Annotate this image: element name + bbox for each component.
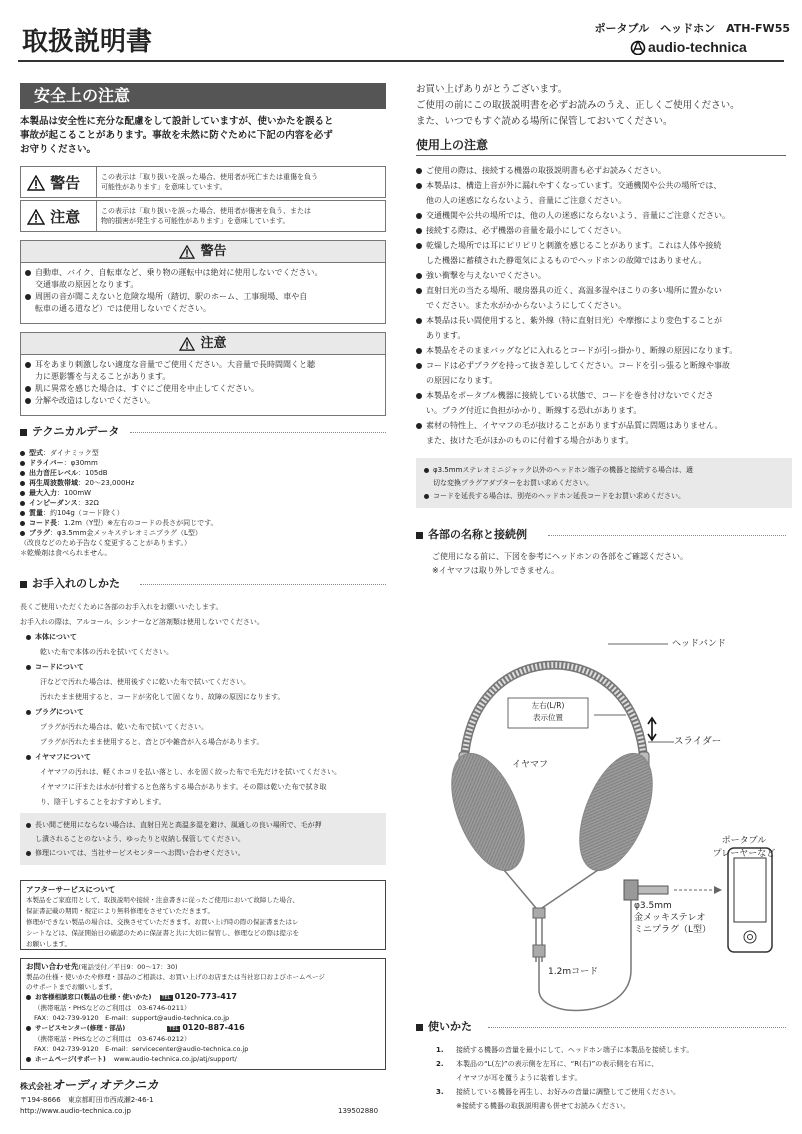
caution-item-cont: 力に悪影響を与えることがあります。 [35, 372, 171, 381]
plug-shape [624, 880, 638, 900]
howto-heading: 使いかた [416, 1020, 472, 1034]
warning-item: 周囲の音が聞こえないと危険な場所（踏切、駅のホーム、工事現場、車や自 [25, 291, 383, 303]
company-address: 〒194-8666 東京都町田市西成瀬2-46-1 [20, 1096, 154, 1104]
brand-name: audio-technica [648, 39, 747, 55]
usage-notice-item: コードを延長する場合は、別売のヘッドホン延長コードをお買い求めください。 [424, 490, 784, 503]
spec-row: 最大入力：100mW [20, 488, 390, 498]
usage-note: 素材の特性上、イヤマフの毛が抜けることがありますが品質に問題はありません。 [416, 418, 796, 433]
headphone-diagram [416, 590, 792, 1020]
safety-heading-bar [20, 83, 386, 109]
warning-box [20, 240, 386, 324]
caution-label: 注意 [50, 208, 81, 226]
caution-item: 分解や改造はしないでください。 [25, 395, 383, 407]
care-intro: 長くご使用いただくために各部のお手入れをお願いいたします。 お手入れの際は、アルコール、シンナーなど溶剤類は使用しないでください。 [20, 603, 264, 626]
usage-note: 本製品をそのままバッグなどに入れるとコードが引っ掛かり、断線の原因になります。 [416, 343, 796, 358]
parts-heading: 各部の名称と接続例 [416, 528, 527, 542]
care-section-title: 本体について [26, 630, 390, 645]
earmuff-label: イヤマフ [512, 760, 549, 770]
caution-triangle-icon [179, 337, 195, 351]
lr-label: 左右(L/R) 表示位置 [531, 701, 565, 722]
spec-row: コード長：1.2m（Y型）※左右のコードの長さが同じです。 [20, 518, 390, 528]
care-section-title: イヤマフについて [26, 750, 390, 765]
slider-label: スライダー [674, 736, 722, 747]
warning-item-cont: 交通事故の原因となります。 [35, 280, 139, 289]
spec-row: ドライバー：φ30mm [20, 458, 390, 468]
usage-note: 乾燥した場所では耳にピリピリと刺激を感じることがあります。これは人体や接続 [416, 238, 796, 253]
plug-label: φ3.5mm 金メッキステレオ ミニプラグ（L型） [634, 901, 712, 935]
usage-note: 本製品は、構造上音が外に漏れやすくなっています。交通機関や公共の場所では、 [416, 178, 796, 193]
product-name: ポータブル ヘッドホン ATH-FW55 [594, 22, 790, 35]
howto-step: 3. 接続している機器を再生し、お好みの音量に調整してご使用ください。 [436, 1088, 680, 1096]
care-heading: お手入れのしかた [20, 577, 120, 591]
service-email[interactable]: FAX：042-739-9120 E-mail：servicecenter@audio-technica.co.jp [34, 1045, 249, 1053]
after-service-title: アフターサービスについて [26, 885, 116, 894]
spec-note: （改良などのため予告なく変更することがあります。） [20, 539, 191, 547]
care-notice-item: 修理については、当社サービスセンターへお問い合わせください。 [26, 846, 380, 860]
care-notice-item: 長い間ご使用にならない場合は、直射日光と高温多湿を避け、風通しの良い場所で、毛が押 [26, 818, 380, 832]
techdata-specs [20, 448, 390, 558]
safety-intro: 本製品は安全性に充分な配慮をして設計していますが、使いかたを誤ると 事故が起こることがあります。事故を未然に防ぐために下記の内容を必ず お守りください。 [20, 116, 334, 155]
usage-note: 本製品は長い間使用すると、紫外線（特に直射日光）や摩擦により変色することが [416, 313, 796, 328]
company-url[interactable]: http://www.audio-technica.co.jp [20, 1107, 131, 1115]
earmuff-right [565, 743, 667, 880]
caution-item: 耳をあまり刺激しない適度な音量でご使用ください。大音量で長時間聞くと聴 [25, 359, 383, 371]
care-sections: 本体について 乾いた布で本体の汚れを拭いてください。 コードについて 汗などで汚れた場合は、使用後すぐに乾いた布で拭いてください。 汚れたまま使用すると、コードが劣化して固くなり、故障の原因になります。 プラグについて プラグが汚れた場合は、乾いた布で拭いてください。 プラグが汚れたまま使用すると、音とびや雑音が入る場合があります。 イヤマフについて イヤマフの汚れは、軽くホコリを払い落とし、水を固く絞った布で毛先だけを拭いてください。 イヤマフに汗または水が付着すると色落ちする場合があります。その際は乾いた布で拭き取 り、陰干しすることをおすすめします。 [26, 630, 390, 810]
support-url[interactable]: www.audio-technica.co.jp/atj/support/ [113, 1055, 237, 1063]
usage-note: 強い衝撃を与えないでください。 [416, 268, 796, 283]
warning-box-title: 警告 [200, 244, 227, 259]
spec-row: 再生周波数帯域：20～23,000Hz [20, 478, 390, 488]
support-phone[interactable]: 0120-773-417 [174, 992, 237, 1001]
techdata-heading: テクニカルデータ [20, 425, 119, 439]
warning-description: この表示は「取り扱いを誤った場合、使用者が死亡または重傷を負う 可能性があります」を意味しています。 [101, 173, 318, 191]
spec-note: ＊乾燥剤は食べられません。 [20, 549, 112, 557]
support-email[interactable]: FAX：042-739-9120 E-mail：support@audio-technica.co.jp [34, 1014, 230, 1022]
howto-step: 1. 接続する機器の音量を最小にして、ヘッドホン端子に本製品を接続します。 [436, 1046, 694, 1054]
usage-note: 交通機関や公共の場所では、他の人の迷惑にならないよう、音量にご注意ください。 [416, 208, 796, 223]
spec-row: 質量：約104g（コード除く） [20, 508, 390, 518]
spec-row: 出力音圧レベル：105dB [20, 468, 390, 478]
spec-row: インピーダンス：32Ω [20, 498, 390, 508]
care-section-title: コードについて [26, 660, 390, 675]
cord-label: 1.2mコード [548, 967, 599, 977]
service-phone[interactable]: 0120-887-416 [182, 1023, 245, 1032]
caution-box [20, 332, 386, 416]
tel-badge: TEL [169, 1026, 179, 1032]
care-section-title: プラグについて [26, 705, 390, 720]
parts-intro: ご使用になる前に、下図を参考にヘッドホンの各部をご確認ください。 ※イヤマフは取り外しできません。 [432, 552, 688, 575]
thanks-text: お買い上げありがとうございます。 ご使用の前にこの取扱説明書を必ずお読みのうえ、正しくご使用ください。 また、いつでもすぐ読める場所に保管しておいてください。 [416, 84, 740, 127]
usage-note: 接続する際は、必ず機器の音量を最小にしてください。 [416, 223, 796, 238]
caution-item: 肌に異常を感じた場合は、すぐにご使用を中止してください。 [25, 383, 383, 395]
usage-notice-box: φ3.5mmステレオミニジャック以外のヘッドホン端子の機器と接続する場合は、適 切な変換プラグアダプターをお買い求めください。 コードを延長する場合は、別売のヘッドホン延長コードをお買い求めください。 [416, 458, 792, 508]
usage-note: コードは必ずプラグを持って抜き差ししてください。コードを引っ張ると断線や事故 [416, 358, 796, 373]
usage-note: 本製品をポータブル機器に接続している状態で、コードを巻き付けないでくださ [416, 388, 796, 403]
spec-row: プラグ：φ3.5mm金メッキステレオミニプラグ（L型） [20, 528, 390, 538]
spec-row: 型式：ダイナミック型 [20, 448, 390, 458]
usage-notes-list: ご使用の際は、接続する機器の取扱説明書も必ずお読みください。 本製品は、構造上音が外に漏れやすくなっています。交通機関や公共の場所では、 他の人の迷惑にならないよう、音量にご注意ください。 交通機関や公共の場所では、他の人の迷惑にならないよう、音量にご注意ください。 接続する際は、必ず機器の音量を最小にしてください。 乾燥した場所では耳にピリピリと刺激を感じることがあります。これは人体や接続 した機器に蓄積された静電気によるものでヘッドホンの故障ではありません。 強い衝撃を与えないでください。 直射日光の当たる場所、暖房器具の近く、高温多湿やほこりの多い場所に置かない でください。また水がかからないようにしてください。 本製品は長い間使用すると、紫外線（特に直射日光）や摩擦により変色することが あります。 本製品をそのままバッグなどに入れるとコードが引っ掛かり、断線の原因になります。 コードは必ずプラグを持って抜き差ししてください。コードを引っ張ると断線や事故 の原因になります。 本製品をポータブル機器に接続している状態で、コードを巻き付けないでくださ い。プラグ付近に負担がかかり、断線する恐れがあります。 素材の特性上、イヤマフの毛が抜けることがありますが品質に問題はありません。 また、抜けた毛がほかのものに付着する場合があります。 [416, 163, 796, 448]
tel-badge: TEL [161, 995, 171, 1001]
usage-notice-item: φ3.5mmステレオミニジャック以外のヘッドホン端子の機器と接続する場合は、適 [424, 464, 784, 477]
contact-title: お問い合わせ先 [26, 962, 79, 971]
usage-notes-heading: 使用上の注意 [416, 138, 489, 152]
warning-item: 自動車、バイク、自転車など、乗り物の運転中は絶対に使用しないでください。 [25, 267, 383, 279]
warning-label: 警告 [50, 174, 81, 192]
warning-triangle-icon [27, 175, 45, 191]
contact-box: お問い合わせ先(電話受付／平日9：00～17：30) 製品の仕様・使いかたや修理・部品のご相談は、お買い上げのお店または当社窓口およびホームページ のサポートまでお願いします。 お客様相談窓口(製品の仕様・使いかた) TEL 0120-773-417 （携帯電話・PHSなどのご利用は 03-6746-0211） FAX：042-739-9120 E-mail：support@audio-technica.co.jp サービスセンター(修理・部品) TEL 0120-887-416 （携帯電話・PHSなどのご利用は 03-6746-0212） FAX：042-739-9120 E-mail：servicecenter@audio-technica.co.jp ホームページ(サポート) www.audio-technica.co.jp/atj/support/ [20, 958, 386, 1070]
care-notice-box: 長い間ご使用にならない場合は、直射日光と高温多湿を避け、風通しの良い場所で、毛が押 し潰されることのないよう、ゆったりと収納し保管してください。 修理については、当社サービスセンターへお問い合わせください。 [20, 813, 386, 865]
audio-technica-icon [628, 39, 648, 55]
caution-triangle-icon [27, 209, 45, 225]
usage-note: 直射日光の当たる場所、暖房器具の近く、高温多湿やほこりの多い場所に置かない [416, 283, 796, 298]
after-service-box: アフターサービスについて 本製品をご家庭用として、取扱説明や接続・注意書きに従ったご使用において故障した場合、 保証書記載の期間・規定により無料修理をさせていただきます。 修理ができない製品の場合は、交換させていただきます。お買い上げ時の際の保証書またはレ シートなどは、保証開始日の確認のために保証書と共に大切に保管し、修理などの際は提示を お願いします。 [20, 880, 386, 950]
warning-item-cont: 転車の通る道など）では使用しないでください。 [35, 304, 211, 313]
warning-triangle-icon [179, 245, 195, 259]
player-label: ポータブル プレーヤーなど [712, 836, 776, 859]
brand-logo [628, 38, 793, 56]
caution-legend [20, 200, 386, 232]
caution-box-title: 注意 [200, 336, 227, 351]
document-code: 139502880 [338, 1107, 379, 1115]
howto-steps: 1. 接続する機器の音量を最小にして、ヘッドホン端子に本製品を接続します。 2. 本製品の“L(左)”の表示側を左耳に、“R(右)”の表示側を右耳に、 イヤマフが耳を覆うように装着します。 3. 接続している機器を再生し、お好みの音量に調整してご使用ください。 ※接続する機器の取扱説明書も併せてお読みください。 [436, 1043, 792, 1113]
safety-heading: 安全上の注意 [34, 86, 131, 105]
warning-legend [20, 166, 386, 198]
cord-shape [539, 900, 631, 1010]
document-title: 取扱説明書 [22, 26, 153, 56]
company-name: 株式会社オーディオテクニカ [20, 1078, 159, 1092]
howto-step: 2. 本製品の“L(左)”の表示側を左耳に、“R(右)”の表示側を右耳に、 [436, 1060, 659, 1068]
caution-description: この表示は「取り扱いを誤った場合、使用者が傷害を負う、または 物的損害が発生する可能性があります」を意味しています。 [101, 207, 311, 225]
usage-note: ご使用の際は、接続する機器の取扱説明書も必ずお読みください。 [416, 163, 796, 178]
headband-label: ヘッドバンド [672, 639, 726, 649]
